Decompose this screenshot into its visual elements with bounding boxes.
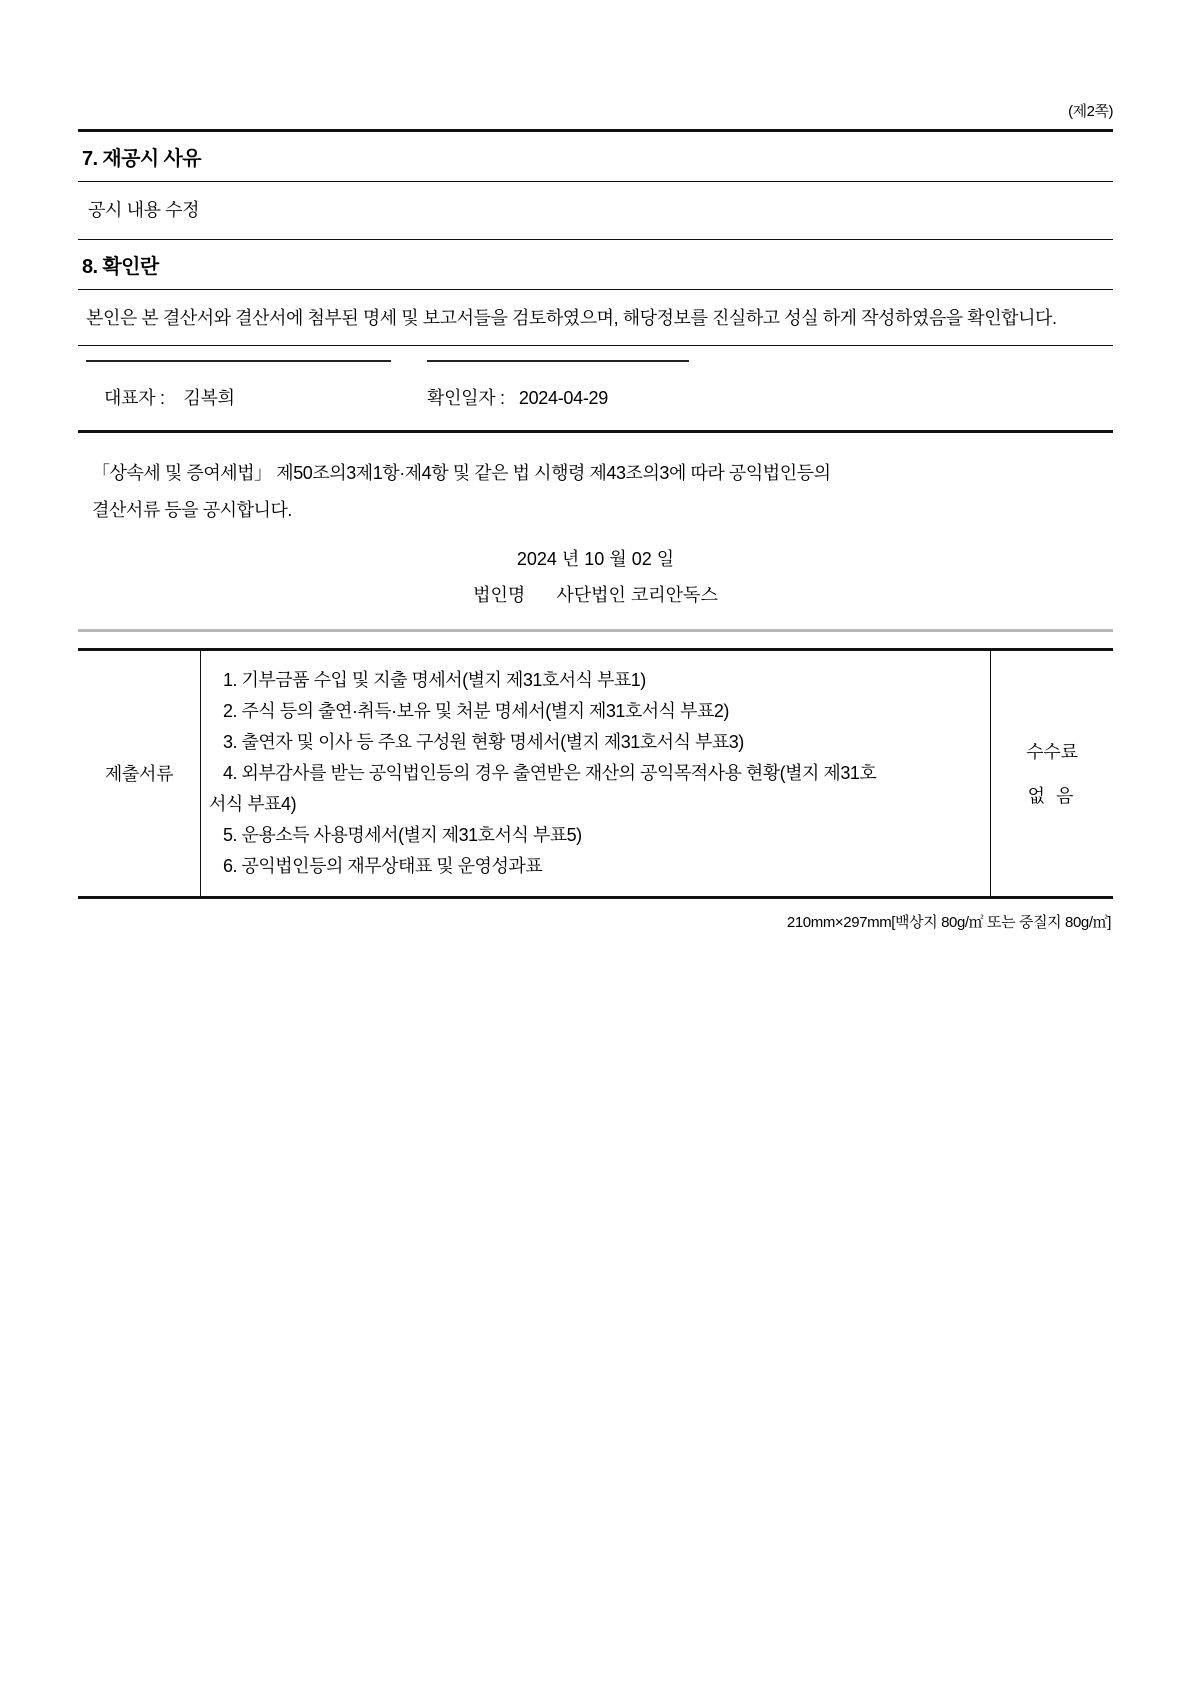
confirmation-date-field [427,384,689,410]
corporation-name: 사단법인 코리안독스 [556,584,718,605]
submission-documents-row [78,651,1113,896]
representative-label: 대표자 : [104,388,165,409]
document-item-line1: 3. 출연자 및 이사 등 주요 구성원 현황 명세서(별지 제31호서식 부표3) [223,731,744,752]
document-item-line1: 2. 주식 등의 출연·취득·보유 및 처분 명세서(별지 제31호서식 부표2) [223,700,729,721]
signature-label-row [78,362,1113,430]
confirmation-date-label: 확인일자 : [427,388,505,409]
document-item-line1: 1. 기부금품 수입 및 지출 명세서(별지 제31호서식 부표1) [223,669,646,690]
list-item [223,665,990,696]
legal-statement [78,433,1113,535]
legal-statement-line1: 「상속세 및 증여세법」 제50조의3제1항·제4항 및 같은 법 시행령 제43조의3에 따라 공익법인등의 [92,463,831,484]
paper-specification: 210mm×297mm[백상지 80g/㎡ 또는 중질지 80g/㎡] [786,913,1111,931]
list-item [223,820,990,851]
representative-field [86,384,391,410]
document-item-line2: 서식 부표4) [209,793,297,814]
fee-value: 없 음 [1027,786,1077,807]
list-item [209,758,990,820]
representative-signature-line [86,360,391,362]
republication-reason-text: 공시 내용 수정 [88,200,200,220]
submission-documents-label: 제출서류 [104,764,174,785]
publication-date: 2024 년 10 월 02 일 [516,548,675,569]
confirmation-date-value: 2024-04-29 [518,388,608,409]
document-item-line1: 6. 공익법인등의 재무상태표 및 운영성과표 [223,855,543,876]
legal-statement-line2: 결산서류 등을 공시합니다. [92,499,292,520]
corporation-row [78,577,1113,629]
fee-label: 수수료 [1026,742,1078,763]
list-item [223,727,990,758]
confirmation-statement-text: 본인은 본 결산서와 결산서에 첨부된 명세 및 보고서들을 검토하였으며, 해당정보를 진실하고 성실 하게 작성하였음을 확인합니다. [86,307,1057,328]
representative-name: 김복희 [183,388,235,409]
fee-cell [991,651,1113,896]
confirmation-date-line [427,360,689,362]
corporation-label: 법인명 [473,584,526,605]
section-heading-republication-reason: 7. 재공시 사유 [82,148,201,170]
submission-documents-list [200,651,991,896]
document-item-line1: 5. 운용소득 사용명세서(별지 제31호서식 부표5) [223,824,582,845]
section-heading-confirmation: 8. 확인란 [82,255,159,278]
document-item-line1: 4. 외부감사를 받는 공익법인등의 경우 출연받은 재산의 공익목적사용 현황(별지 제31호 [223,762,877,783]
list-item [223,851,990,882]
submission-documents-table [78,648,1113,899]
signature-block [78,346,1113,430]
divider-grey-below-corporation [78,629,1113,632]
page-number-marker: (제2쪽) [1068,103,1113,120]
page-content [78,0,1113,932]
list-item [223,696,990,727]
